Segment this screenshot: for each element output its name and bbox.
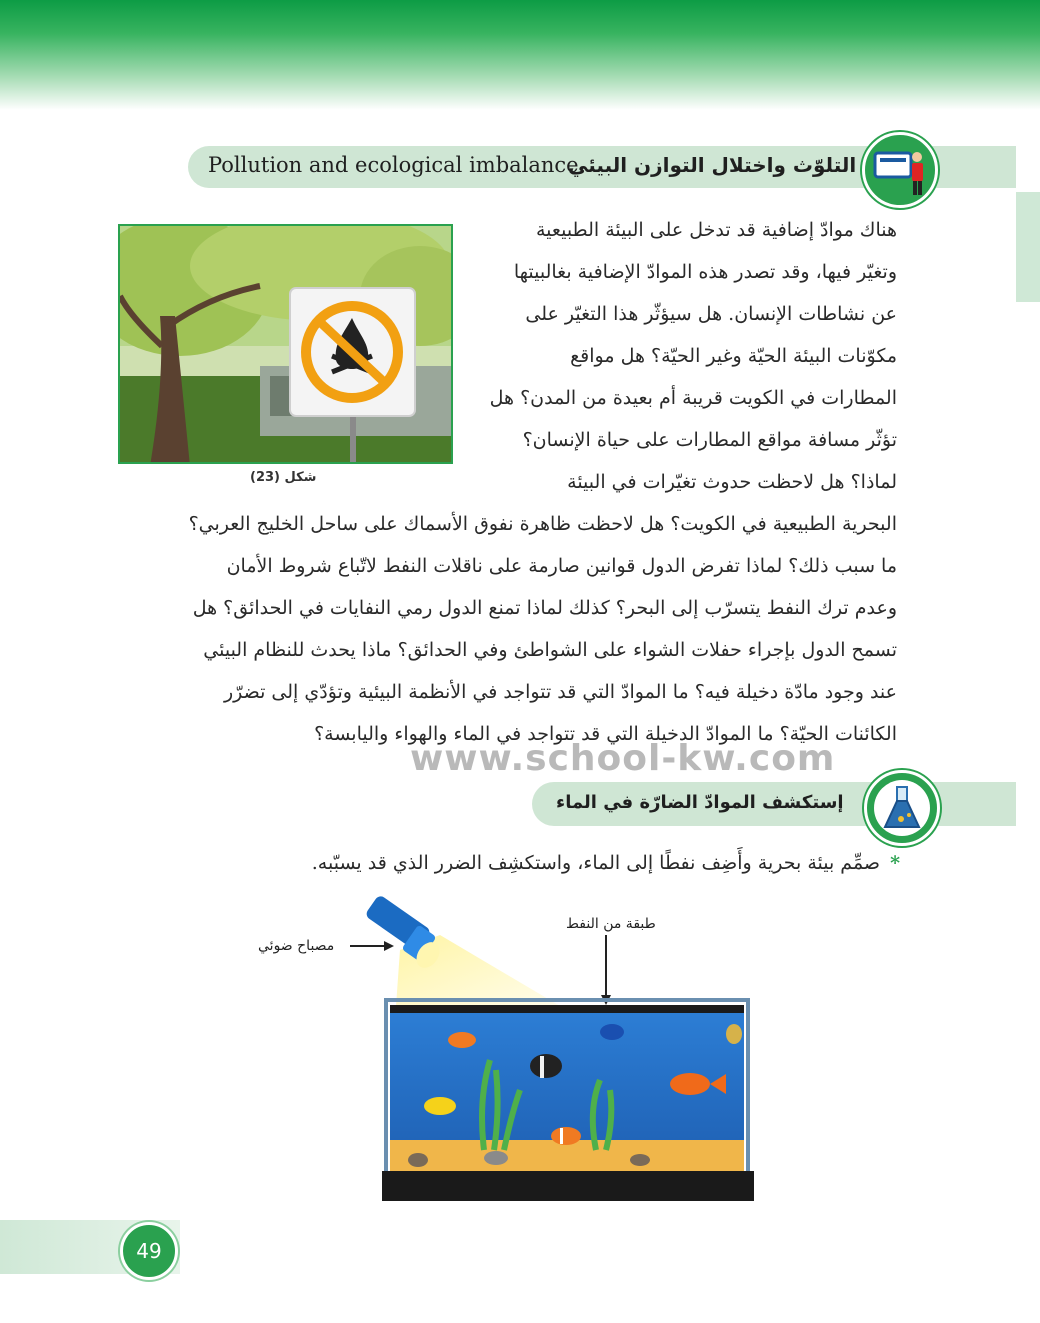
label-oil-layer: طبقة من النفط (566, 916, 656, 932)
label-flashlight: مصباح ضوئي (258, 938, 335, 954)
paragraph-line: ما سبب ذلك؟ لماذا تفرض الدول قوانين صارمة على ناقلات النفط لاتّباع شروط الأمان (226, 555, 897, 577)
activity-title: إستكشف الموادّ الضارّة في الماء (556, 792, 844, 813)
paragraph-line: وتغيّر فيها، وقد تصدر هذه الموادّ الإضافية بغالبيتها (513, 261, 897, 283)
paragraph-line: المطارات في الكويت قريبة أم بعيدة من المدن؟ هل (489, 387, 897, 409)
paragraph-line: الكائنات الحيّة؟ ما الموادّ الدخيلة التي قد تتواجد في الماء والهواء واليابسة؟ (314, 723, 897, 745)
bullet-star: * (890, 852, 900, 874)
paragraph-line: مكوّنات البيئة الحيّة وغير الحيّة؟ هل مواقع (570, 345, 897, 367)
paragraph-line: هناك موادّ إضافية قد تدخل على البيئة الطبيعية (536, 219, 897, 241)
section-title-arabic: التلوّث واختلال التوازن البيئي (568, 153, 857, 177)
aquarium-tank (382, 1000, 754, 1201)
paragraph-line: عند وجود مادّة دخيلة فيه؟ ما الموادّ التي قد تتواجد في الأنظمة البيئية وتؤدّي إلى تضرّر (223, 681, 897, 703)
figure-caption: شكل (23) (250, 470, 317, 485)
oil-layer (390, 1005, 744, 1013)
watermark: www.school-kw.com (410, 738, 836, 779)
paragraph-line: عن نشاطات الإنسان. هل سيؤثّر هذا التغيّر على (525, 303, 897, 325)
paragraph-line: البحرية الطبيعية في الكويت؟ هل لاحظت ظاهرة نفوق الأسماك على ساحل الخليج العربي؟ (188, 513, 897, 535)
paragraph-line: تؤثّر مسافة مواقع المطارات على حياة الإنسان؟ (522, 429, 897, 451)
paragraph-line: لماذا؟ هل لاحظت حدوث تغيّرات في البيئة (567, 471, 897, 493)
paragraph-line: تسمح الدول بإجراء حفلات الشواء على الشواطئ وفي الحدائق؟ ماذا يحدث للنظام البيئي (203, 639, 897, 661)
section-title-english: Pollution and ecological imbalance (208, 153, 579, 177)
paragraph-line: وعدم ترك النفط يتسرّب إلى البحر؟ كذلك لماذا تمنع الدول رمي النفايات في الحدائق؟ هل (192, 597, 897, 619)
instruction-text: صمِّم بيئة بحرية وأَضِف نفطًا إلى الماء، واستكشِف الضرر الذي قد يسبّبه. (311, 852, 881, 874)
arrow-oil (601, 935, 611, 1005)
page-number: 49 (120, 1222, 178, 1280)
arrow-flashlight (350, 941, 394, 951)
